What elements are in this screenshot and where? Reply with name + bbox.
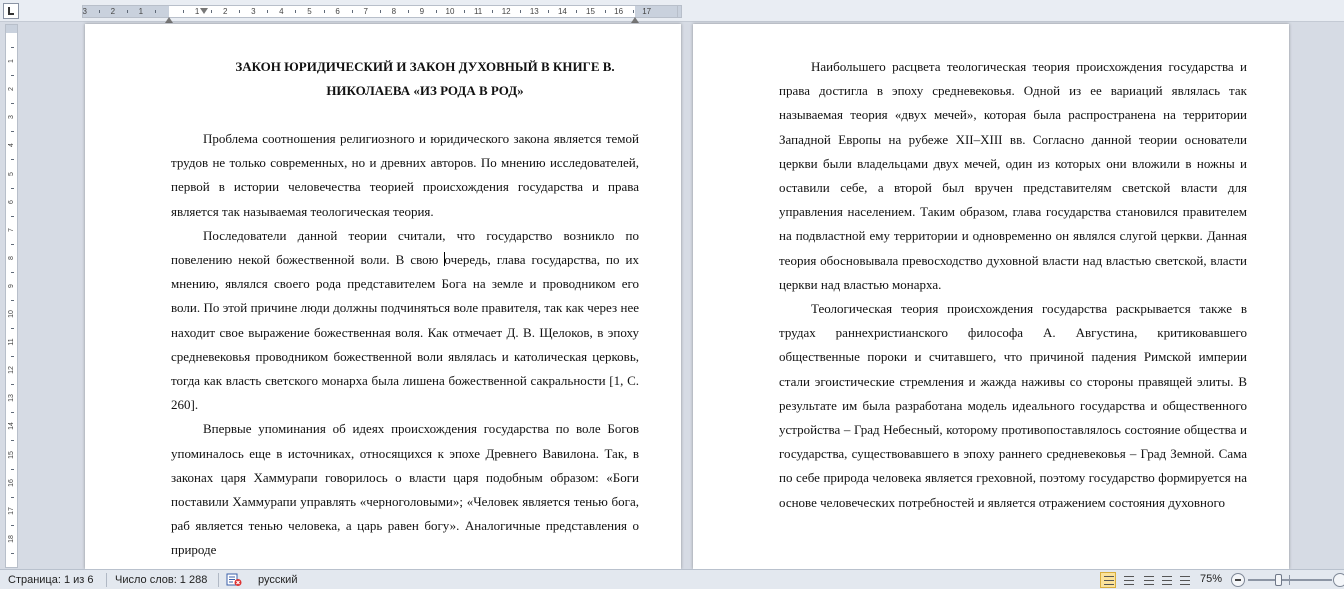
zoom-slider-thumb[interactable]	[1275, 574, 1282, 586]
ruler-number: 11	[8, 338, 15, 346]
hanging-indent-marker[interactable]	[165, 17, 173, 23]
ruler-number: 16	[8, 478, 15, 487]
paragraph-text: Последователи данной теории считали, что государство возникло по повелению некой божественной воли. В свою	[171, 227, 639, 268]
outline-view-button[interactable]	[1158, 572, 1174, 588]
horizontal-ruler[interactable]	[82, 5, 678, 18]
status-bar	[0, 569, 1344, 589]
status-divider	[218, 573, 219, 587]
ruler-number: 2	[222, 7, 228, 16]
ruler-number: 12	[8, 366, 15, 375]
ruler-tick	[295, 10, 296, 13]
ruler-tick	[633, 10, 634, 13]
ruler-tick	[11, 75, 14, 76]
ruler-tick	[11, 103, 14, 104]
left-tab-icon	[8, 7, 14, 15]
ruler-number: 3	[8, 115, 15, 120]
ruler-number: 16	[614, 7, 624, 16]
ruler-top-margin	[6, 25, 17, 33]
ruler-tick	[11, 188, 14, 189]
ruler-tick	[11, 328, 14, 329]
ruler-number: 15	[586, 7, 595, 16]
draft-view-button[interactable]	[1176, 572, 1192, 588]
ruler-number: 6	[335, 7, 340, 16]
ruler-number: 6	[8, 199, 15, 204]
document-page-1[interactable]	[85, 24, 681, 569]
status-divider	[106, 573, 107, 587]
ruler-number: 9	[419, 7, 425, 16]
ruler-tick	[11, 384, 14, 385]
ruler-tick	[11, 356, 14, 357]
print-layout-icon	[1104, 576, 1114, 585]
ruler-number: 8	[391, 7, 397, 16]
paragraph: Впервые упоминания об идеях происхождения государства по воле Богов упоминалось еще в источниках, относящихся к эпохе Древнего Вавилона. Так, в законах царя Хаммурапи говорилось о власти царя подобным образом: «Боги поставили Хаммурапи управлять «черноголовыми»; «Человек является тенью бога, раб является тенью человека, а царь равен богу». Аналогичные представления о природе	[171, 421, 639, 558]
ruler-number: 3	[251, 7, 256, 16]
ruler-number: 9	[8, 283, 15, 288]
first-line-indent-marker[interactable]	[200, 8, 208, 14]
ruler-number: 10	[8, 310, 15, 318]
draft-icon	[1180, 576, 1190, 585]
ruler-tick	[436, 10, 437, 13]
ruler-tick	[11, 440, 14, 441]
word-count-indicator[interactable]: Число слов: 1 288	[115, 574, 208, 586]
full-screen-reading-view-button[interactable]	[1120, 572, 1136, 588]
ruler-number: 8	[8, 255, 15, 260]
ruler-tick	[11, 244, 14, 245]
ruler-tick	[408, 10, 409, 13]
page-2-text-area[interactable]	[779, 55, 1247, 515]
ruler-number: 5	[307, 7, 312, 16]
title-line-1: ЗАКОН ЮРИДИЧЕСКИЙ И ЗАКОН ДУХОВНЫЙ В КНИГЕ В.	[235, 59, 615, 74]
ruler-tick	[11, 159, 14, 160]
ruler-tick	[11, 131, 14, 132]
paragraph	[171, 224, 639, 418]
tab-selector-button[interactable]	[3, 3, 19, 19]
ruler-number: 1	[8, 59, 15, 64]
ruler-number: 1	[138, 7, 144, 16]
ruler-tick	[11, 216, 14, 217]
ruler-tick	[520, 10, 521, 13]
ruler-number: 17	[642, 7, 652, 16]
ruler-tick	[127, 10, 128, 13]
zoom-slider-center-mark	[1289, 575, 1290, 585]
paragraph: Проблема соотношения религиозного и юридического закона является темой трудов не только современных, но и древних авторов. По мнению исследователей, первой в истории человечества теорией происхождения государства и права является так называемая теологическая теория.	[171, 131, 639, 219]
page-count-indicator[interactable]: Страница: 1 из 6	[8, 574, 94, 586]
ruler-tick	[183, 10, 184, 13]
ruler-number: 17	[8, 506, 15, 515]
zoom-level-button[interactable]: 75%	[1200, 573, 1223, 585]
ruler-tick	[352, 10, 353, 13]
ruler-tick	[239, 10, 240, 13]
paragraph-text: очередь, глава государства, по их мнению, являлся своего рода представителем Бога на земле и проводником его воли. По этой причине люди должны подчиняться воле правителя, так как через нее находит свое выражение божественная воля. Как отмечает Д. В. Щелоков, в эпоху средневековья проводником божественной воли являлась и католическая церковь, тогда как власть светского монарха была лишена божественной сакральности [1, С. 260].	[171, 252, 639, 413]
ruler-number: 14	[8, 422, 15, 431]
ruler-number: 12	[501, 7, 511, 16]
ruler-tick	[464, 10, 465, 13]
horizontal-ruler-bar	[0, 0, 1344, 22]
web-layout-view-button[interactable]	[1140, 572, 1156, 588]
reading-view-icon	[1124, 576, 1134, 585]
ruler-right-margin	[678, 5, 682, 18]
document-page-2[interactable]	[693, 24, 1289, 569]
ruler-number: 18	[8, 534, 15, 543]
ruler-number: 1	[194, 7, 200, 16]
ruler-tick	[576, 10, 577, 13]
right-indent-marker[interactable]	[631, 17, 639, 23]
ruler-number: 4	[8, 143, 15, 148]
ruler-tick	[211, 10, 212, 13]
ruler-number: 10	[445, 7, 455, 16]
ruler-number: 3	[82, 7, 87, 16]
ruler-tick	[155, 10, 156, 13]
zoom-out-button[interactable]	[1231, 573, 1245, 587]
zoom-in-button[interactable]	[1333, 573, 1344, 587]
ruler-tick	[11, 469, 14, 470]
proofing-errors-icon[interactable]	[226, 573, 242, 587]
ruler-number: 13	[529, 7, 539, 16]
ruler-number: 13	[8, 394, 15, 403]
ruler-tick	[11, 272, 14, 273]
ruler-tick	[11, 300, 14, 301]
page-1-text-area[interactable]	[171, 55, 639, 563]
ruler-number: 15	[8, 450, 15, 459]
title-line-2: НИКОЛАЕВА «ИЗ РОДА В РОД»	[326, 83, 524, 98]
ruler-tick	[11, 553, 14, 554]
print-layout-view-button[interactable]	[1100, 572, 1116, 588]
outline-icon	[1162, 576, 1172, 585]
vertical-ruler[interactable]	[5, 24, 18, 568]
ruler-tick	[548, 10, 549, 13]
ruler-number: 4	[279, 7, 284, 16]
ruler-tick	[380, 10, 381, 13]
ruler-tick	[605, 10, 606, 13]
ruler-number: 7	[363, 7, 368, 16]
paragraph: Теологическая теория происхождения государства раскрывается также в трудах раннехристианского философа А. Августина, критиковавшего общественные пороки и считавшего, что причиной падения Римской империи стали эгоистические стремления и жажда наживы со стороны правящей элиты. В результате им была разработана модель идеального государства и общественного устройства – Град Небесный, которому противопоставлялось состояние общества и государства, существовавшего в эпоху раннего средневековья – Град Земной. Сама по себе природа человека является греховной, поэтому государство формируется на основе человеческих потребностей и является отражением состояния духовного	[779, 301, 1247, 510]
zoom-slider-track[interactable]	[1248, 579, 1332, 581]
ruler-tick	[11, 412, 14, 413]
ruler-number: 5	[8, 171, 15, 176]
document-title	[171, 55, 639, 103]
ruler-number: 2	[110, 7, 116, 16]
ruler-tick	[492, 10, 493, 13]
ruler-number: 7	[8, 227, 15, 232]
paragraph: Наибольшего расцвета теологическая теория происхождения государства и права достигла в эпоху средневековья. Одной из ее вариаций являлась так называемая теория «двух мечей», которая была распространена на территории Западной Европы на рубеже XII–XIII вв. Согласно данной теории основатели церкви были владельцами двух мечей, один из которых они вложили в ножны и оставили себе, а второй был вручен представителям светской власти для управления населением. Таким образом, глава государства становился правителем на подвластной ему территории и одновременно он являлся слугой церкви. Данная теория обосновывала превосходство духовной власти над властью светской, власти церкви над властью монарха.	[779, 59, 1247, 292]
language-indicator[interactable]: русский	[258, 574, 298, 586]
ruler-tick	[267, 10, 268, 13]
ruler-number: 11	[473, 7, 483, 16]
ruler-tick	[99, 10, 100, 13]
ruler-tick	[11, 47, 14, 48]
ruler-number: 14	[557, 7, 567, 16]
ruler-tick	[11, 525, 14, 526]
ruler-tick	[324, 10, 325, 13]
web-layout-icon	[1144, 576, 1154, 585]
ruler-number: 2	[8, 87, 15, 92]
ruler-tick	[11, 497, 14, 498]
